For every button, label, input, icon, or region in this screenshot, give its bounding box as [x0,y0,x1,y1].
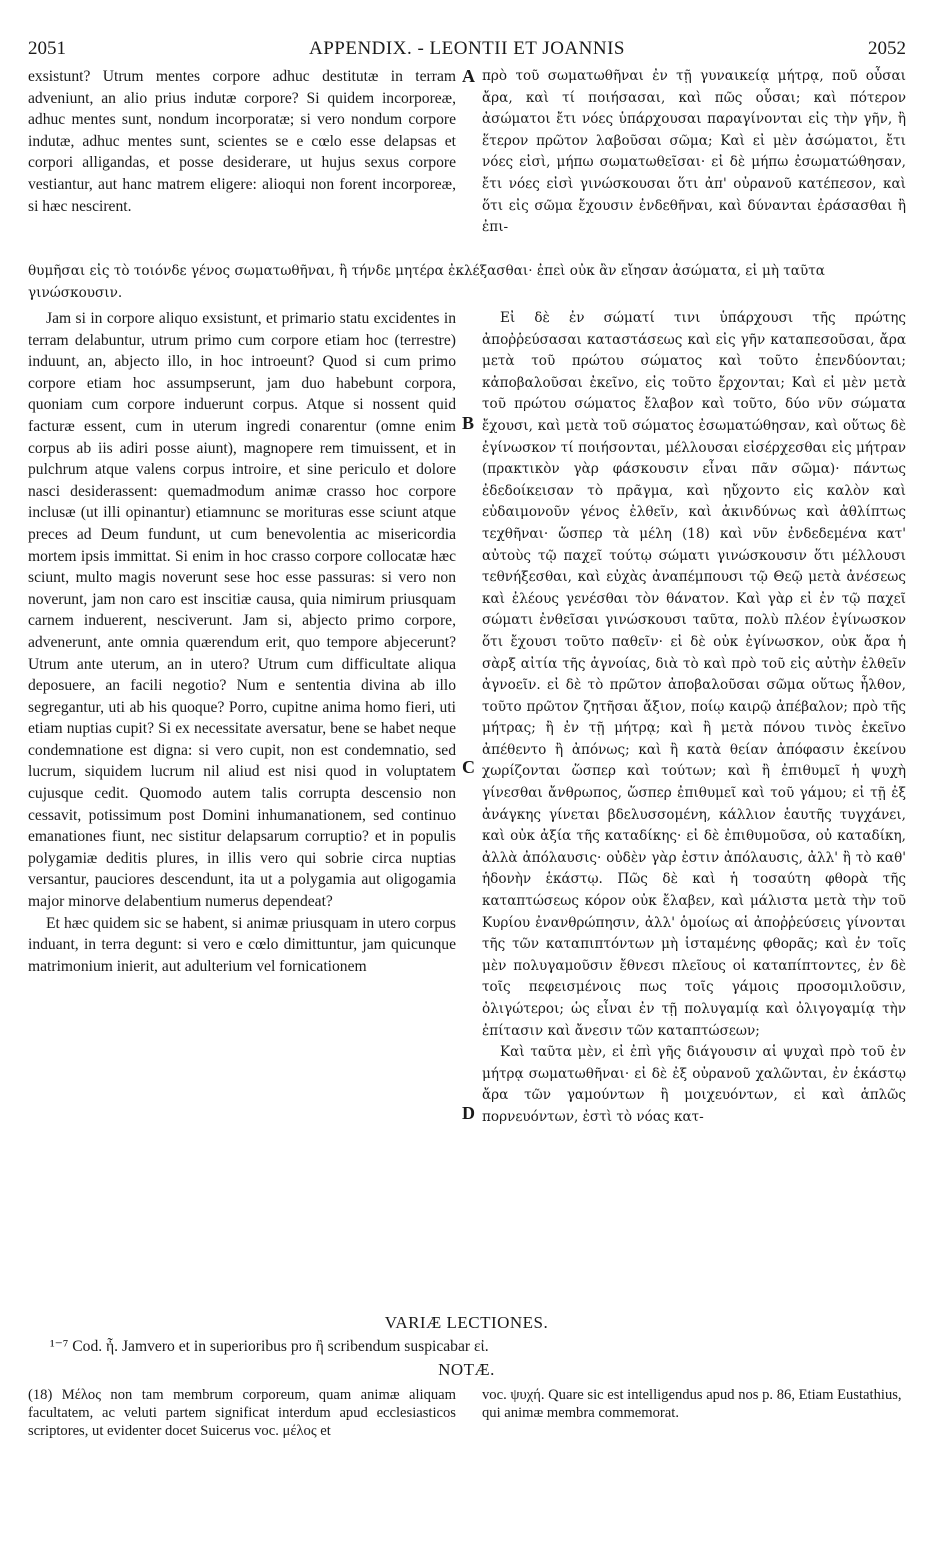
note-left-column [28,1386,456,1440]
page-number-left: 2051 [28,38,66,59]
greek-full-width-line [28,261,906,304]
greek-column-main [482,308,906,1129]
latin-column-main [28,308,456,977]
latin-paragraph: Et hæc quidem sic se habent, si animæ priusquam in utero corpus induant, in terra degunt: si vero e cœlo dimittuntur, jam quicunque matrimonium inierit, aut adulterium vel fornicationem [28,914,456,975]
greek-paragraph: θυμῆσαι εἰς τὸ τοιόνδε γένος σωματωθῆναι, ἢ τήνδε μητέρα ἐκλέξασθαι· ἐπεὶ οὐκ ἂν εἴησαν ἀσώματα, εἰ μὴ ταῦτα γινώσκουσιν. [28,263,825,301]
latin-paragraph: Jam si in corpore aliquo exsistunt, et primario statu excidentes in terram delabuntur, utrum primo cum corpore etiam hoc (terrestre) induunt, an, abjecto illo, in hoc introeunt? Quod si cum primo corpore etiam hoc assumpserunt, jam duo habebunt corpora, quoniam cum corpore induerunt corpus. Atque si nossent quid facturæ essent, cum in uterum ingredi conarentur (omne enim corpus ab iis adiri posse aiunt), magnopere rem timuissent, et in pulchrum atque valens corpus introire, et sine periculo et dolore nasci desiderassent: quemadmodum animæ crasso hoc corpore inclusæ (ut illi opinantur) etiamnunc se morituras esse sciunt atque preces ad Deum fundunt, ut cum benevolentia ac misericordia mortem ipsis immittat. Si enim in hoc crasso corpore collocatæ hæc sciunt, multo magis noverunt sese hoc esse passuras: si vero non noverunt, jam non caro est inscitiæ causa, quia nimirum priusquam carnem induerent, nesciverunt. Jam si, abjecto primo corpore, advenerunt, ante omnia quærendum erit, quo tempore abjecerunt? Utrum ante uterum, an in utero? Utrum cum difficultate aliqua deposuere, an facili negotio? Num e sententia divina ab illo segregantur, uti ab his quoque? Porro, cupitne anima homo fieri, uti etiam nuptias cupit? Si ex necessitate aversatur, bene se habet neque condemnatione est digna: si vero cupit, non est condemnatio, sed lucrum, siquidem lucrum nil aliud est nisi quod in voluptatem cujusque cedit. Quomodo autem talis corrupta descensio non cessavit, potissimum post Domini inhumanationem, sed continuo emanationes fiunt, nec sistitur delapsarum corruptio? et in populis polygamiæ deditis plures, in illis vero qui sobrie circa nuptias versantur, pauciores descendunt, ita ut a polygamia aut oligogamia major minorve delabentium numerus dependeat? [28,310,456,911]
notae-heading: NOTÆ. [438,1360,495,1379]
note-text: voc. ψυχή. Quare sic est intelligendus apud nos p. 86, Etiam Eustathius, qui animæ membra commemorat. [482,1387,902,1421]
greek-paragraph: Καὶ ταῦτα μὲν, εἰ ἐπὶ γῆς διάγουσιν αἱ ψυχαὶ πρὸ τοῦ ἐν μήτρᾳ σωματωθῆναι· εἰ δὲ ἐξ οὐρανοῦ χαλῶνται, ἐν ἑκάστῳ ἄρα τῶν γαμούντων ἢ μοιχευόντων, εἰ καὶ ἁπλῶς πορνευόντων, ἐστὶ τὸ νόας κατ- [482,1044,906,1125]
page-header [28,38,906,64]
running-title: APPENDIX. - LEONTII ET JOANNIS [309,38,625,59]
greek-column-top [482,66,906,239]
greek-paragraph: Εἰ δὲ ἐν σώματί τινι ὑπάρχουσι τῆς πρώτης ἀποῤῥεύσασαι καταστάσεως καὶ εἰς γῆν καταπεσοῦσαι, ἄρα μετὰ τοῦ πρώτου σώματος καὶ τοῦτο ἐπενδύονται; κἀποβαλοῦσαι ἐκεῖνο, εἰς τοῦτο ἔρχονται; Καὶ εἰ μὲν μετὰ τοῦ πρώτου σώματος ἔλαβον καὶ τοῦτο, δύο νῦν σώματα ἔχουσι, καὶ μετὰ τοῦ σώματος ἐσωματώθησαν, καὶ οὕτως δὲ ἐγίνωσκον τί ποιήσονται, μέλλουσαι εἰσέρχεσθαι εἰς μήτραν (πρακτικὸν γὰρ φάσκουσιν εἶναι πᾶν σῶμα)· πάντως ἐδεδοίκεισαν τὸ πρᾶγμα, καὶ ηὔχοντο εἰς καλὸν καὶ εὐδαιμονοῦν γένος ἐλθεῖν, καὶ ἀκινδύνως καὶ ἀθλίπτως τεχθῆναι· ὥσπερ τὰ μέλη (18) καὶ νῦν ἐνδεδεμένα κατ' αὐτοὺς τῷ παχεῖ τούτῳ σώματι γινώσκουσιν ὅτι μέλλουσι τεθνήξεσθαι, καὶ εὐχὰς ἀναπέμπουσι τῷ Θεῷ μετὰ ἀνέσεως καὶ ἐλέους γενέσθαι τὸν θάνατον. Καὶ γὰρ εἰ ἐν τῷ παχεῖ σώματι ἐνθεῖσαι γινώσκουσι ταῦτα, πολὺ πλέον ἐγίνωσκον ὅτι ἔχουσι τοῦτο παθεῖν· εἰ δὲ οὐκ ἐγίνωσκον, οὐκ ἄρα ἡ σὰρξ αἰτία τῆς ἀγνοίας, διὰ τὸ καὶ πρὸ τοῦ εἰς αὐτὴν ἐλθεῖν ἀγνοεῖν. εἰ δὲ τὸ πρῶτον ἀποβαλοῦσαι σῶμα οὕτως ἦλθον, τοῦτο πρῶτον ζητῆσαι ἄξιον, ποίῳ καιρῷ ἀπέβαλον; πρὸ τῆς μήτρας; ἢ ἐν τῇ μήτρᾳ; καὶ ἢ μετὰ πόνου τινὸς ἐκεῖνο ἀπέθεντο ἢ ἀπόνως; καὶ ἢ κατὰ θείαν ἀπόφασιν ἐκείνου χωρίζονται ὥσπερ καὶ τούτων; καὶ ἢ ἐπιθυμεῖ ἡ ψυχὴ γίνεσθαι ἄνθρωπος, ὥσπερ ἐπιθυμεῖ καὶ τοῦ γάμου; εἰ τῇ ἐξ ἀνάγκης γίνεται βδελυσσομένη, κάλλιον ἑαυτῆς τυγχάνει, καὶ οὐκ ἀξία τῆς καταδίκης· εἰ δὲ ἐπιθυμοῦσα, οὐ καταδίκη, ἀλλὰ ἀπόλαυσις· οὐδὲν γὰρ ἐστιν ἀπόλαυσις, ἀλλ' ἢ τὸ καθ' ἡδονὴν ἑκάστῳ. Πῶς δὲ καὶ ἡ τοσαύτη φθορὰ τῆς καταπτώσεως κόρον οὐκ ἔλαβεν, καὶ μάλιστα μετὰ τὴν τοῦ Κυρίου ἐνανθρώπησιν, ἀλλ' ὁμοίως αἱ ἀποῤῥεύσεις γίνονται τῆς τῶν καταπιπτόντων μὴ ἱσταμένης φθορᾶς; καὶ ἐν τοῖς μὲν πολυγαμοῦσιν ἔθνεσι πλεῖους οἱ καταπίπτοντες, ἐν δὲ τοῖς πεφεισμένοις πως τοῖς γάμοις προσομιλοῦσιν, ὀλιγώτεροι; ὡς εἶναι ἐν τῇ πολυγαμίᾳ καὶ ὀλιγογαμίᾳ τὴν ἐπίτασιν καὶ ἄνεσιν τῶν καταπτώσεων; [482,310,906,1039]
latin-paragraph: exsistunt? Utrum mentes corpore adhuc destitutæ in terram adveniunt, an alio prius indutæ corpore? Si quidem incorporeæ, adhuc mentes sunt, nondum incorporatæ; si vero nondum corpore indutæ, adhuc mentes sunt, scientes se e cœlo esse delapsas et corpori alligandas, et posse desiderare, ut hujus sexus corpore vestiantur, aut hanc matrem eligere: alioqui non forent incorporeæ, si hæc nescirent. [28,68,456,215]
latin-column-top [28,66,456,217]
page-number-right: 2052 [868,38,906,59]
margin-marker-d: D [462,1103,475,1123]
note-text: (18) Μέλος non tam membrum corporeum, quam animæ aliquam facultatem, ac veluti partem significat interdum apud ecclesiasticos scriptores, ut evidenter docet Suicerus voc. μέλος et [28,1387,456,1439]
margin-marker-b: B [462,413,475,433]
margin-marker-c: C [462,757,475,777]
greek-paragraph: πρὸ τοῦ σωματωθῆναι ἐν τῇ γυναικείᾳ μήτρᾳ, ποῦ οὖσαι ἄρα, καὶ τί ποιήσασαι, καὶ πῶς οὖσαι; καὶ πότερον ἀσώματοι ἔτι νόες ὑπάρχουσαι παραγίνονται εἰς τὴν γῆν, ἢ ἕτερον πρῶτον λαβοῦσαι σῶμα; Καὶ εἰ μὲν ἀσώματοι, ἔτι νόες εἰσὶ, μήπω σωματωθεῖσαι· εἰ δὲ μήπω ἐσωματώθησαν, ἔτι νόες εἰσὶ γινώσκουσαι ὅτι ἀπ' οὐρανοῦ κατέπεσον, καὶ ὅτι εἰς σῶμα ἔχουσιν ἐνδεθῆναι, καὶ δύνανται ἐράσασθαι ἢ ἐπι- [482,68,906,236]
note-right-column [482,1386,906,1422]
margin-marker-a: A [462,66,475,86]
variae-lectiones-heading: VARIÆ LECTIONES. [384,1313,549,1332]
variae-lectiones-text: ¹⁻⁷ Cod. ἦ. Jamvero et in superioribus pro ἢ scribendum suspicabar εἰ. [50,1338,489,1355]
